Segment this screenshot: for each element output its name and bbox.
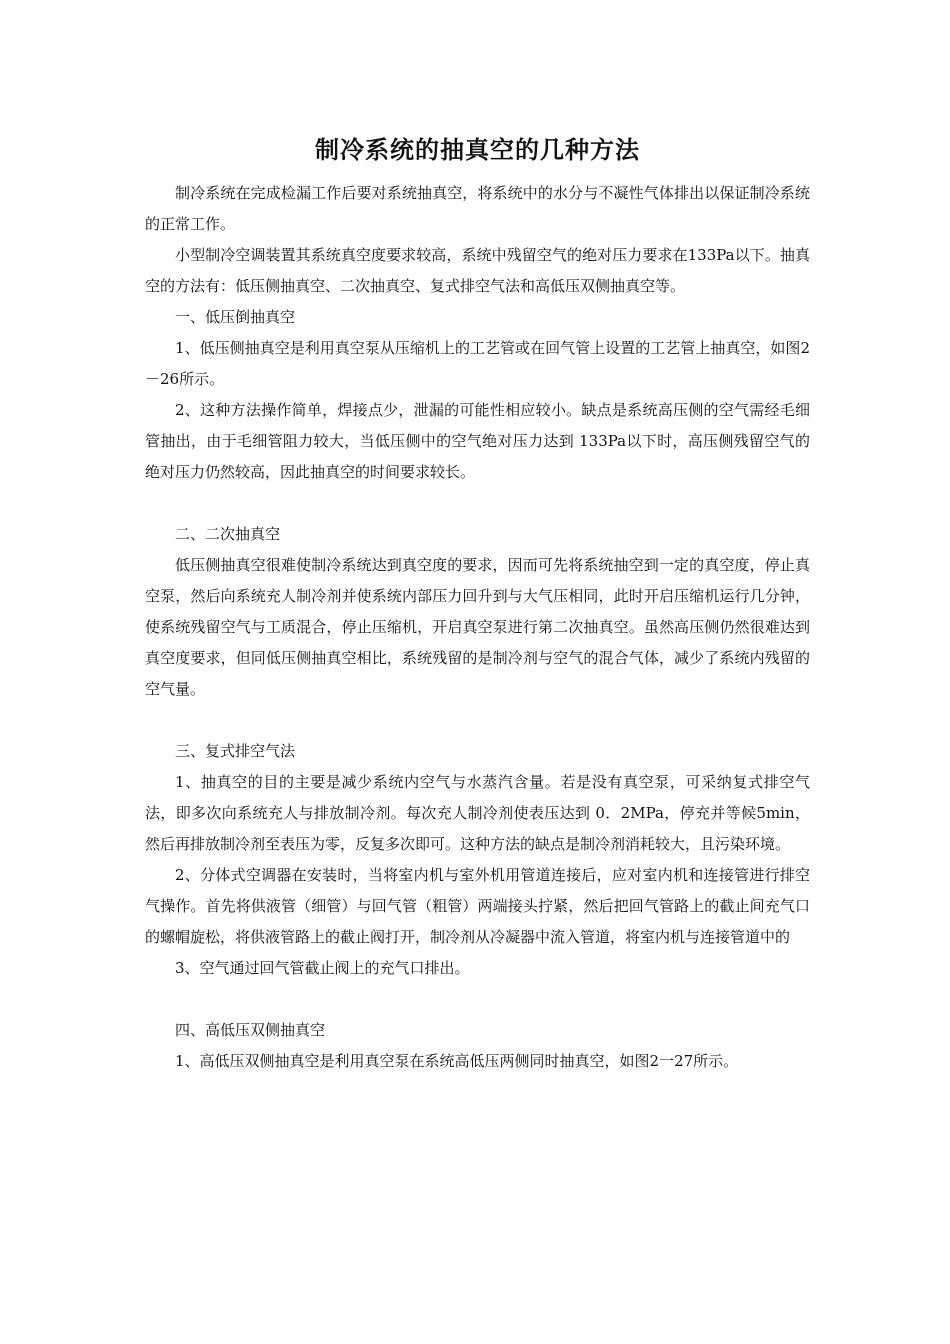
intro-paragraph-2: 小型制冷空调装置其系统真空度要求较高，系统中残留空气的绝对压力要求在133Pa以下。抽真空的方法有：低压侧抽真空、二次抽真空、复式排空气法和高低压双侧抽真空等。 — [145, 246, 810, 295]
spacer — [145, 984, 810, 1015]
section2-heading: 二、二次抽真空 — [175, 525, 281, 543]
document-title: 制冷系统的抽真空的几种方法 — [315, 136, 640, 164]
section1-heading: 一、低压倒抽真空 — [175, 308, 296, 326]
intro-paragraph-1: 制冷系统在完成检漏工作后要对系统抽真空，将系统中的水分与不凝性气体排出以保证制冷系统的正常工作。 — [145, 184, 810, 233]
section3-paragraph-2: 2、分体式空调器在安装时，当将室内机与室外机用管道连接后，应对室内机和连接管进行排空气操作。首先将供液管（细管）与回气管（粗管）两端接头拧紧，然后把回气管路上的截止间充气口的螺帽旋松，将供液管路上的截止阀打开，制冷剂从冷凝器中流入管道，将室内机与连接管道中的 — [145, 866, 810, 946]
section3-paragraph-1: 1、抽真空的目的主要是减少系统内空气与水蒸汽含量。若是没有真空泵，可采纳复式排空气法，即多次向系统充人与排放制冷剂。每次充人制冷剂使表压达到 0．2MPa，停充并等候5min，然后再排放制冷剂至表压为零，反复多次即可。这种方法的缺点是制冷剂消耗较大，且污染环境。 — [145, 773, 810, 853]
section1-paragraph-1: 1、低压侧抽真空是利用真空泵从压缩机上的工艺管或在回气管上设置的工艺管上抽真空，如图2－26所示。 — [145, 339, 810, 388]
section4-paragraph-1: 1、高低压双侧抽真空是利用真空泵在系统高低压两侧同时抽真空，如图2一27所示。 — [175, 1052, 739, 1070]
section2-paragraph-1: 低压侧抽真空很难使制冷系统达到真空度的要求，因而可先将系统抽空到一定的真空度，停止真空泵，然后向系统充人制冷剂并使系统内部压力回升到与大气压相同，此时开启压缩机运行几分钟，使系统残留空气与工质混合，停止压缩机，开启真空泵进行第二次抽真空。虽然高压侧仍然很难达到真空度要求，但同低压侧抽真空相比，系统残留的是制冷剂与空气的混合气体，减少了系统内残留的空气量。 — [145, 556, 810, 698]
spacer — [145, 705, 810, 736]
spacer — [145, 488, 810, 519]
section3-paragraph-3: 3、空气通过回气管截止阀上的充气口排出。 — [175, 959, 470, 977]
section1-paragraph-2: 2、这种方法操作简单，焊接点少，泄漏的可能性相应较小。缺点是系统高压侧的空气需经毛细管抽出，由于毛细管阻力较大，当低压侧中的空气绝对压力达到 133Pa以下时，高压侧残留空气的绝对压力仍然较高，因此抽真空的时间要求较长。 — [145, 401, 810, 481]
section3-heading: 三、复式排空气法 — [175, 742, 296, 760]
document-page — [145, 128, 810, 1077]
section4-heading: 四、高低压双侧抽真空 — [175, 1021, 326, 1039]
